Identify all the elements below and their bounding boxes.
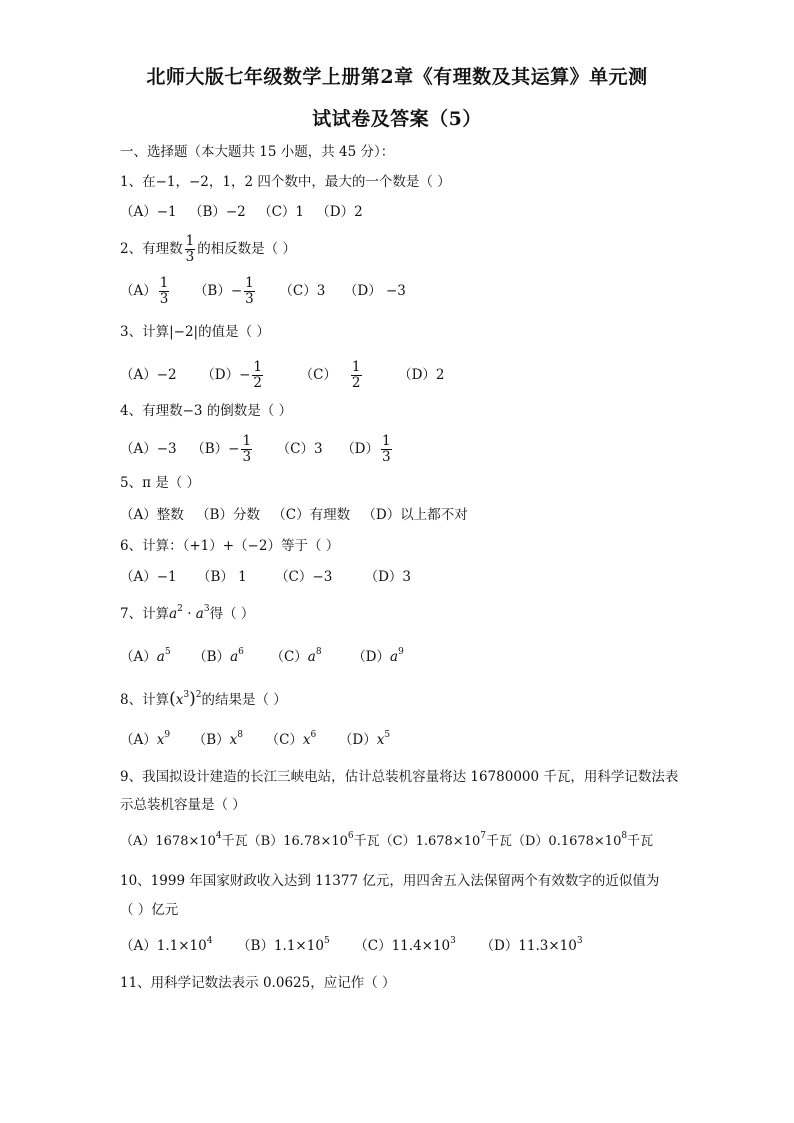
q9-b-unit: 千瓦 xyxy=(353,834,380,849)
q3-d1-num: 1 xyxy=(253,359,262,375)
question-10-stem-line-1: 10、1999 年国家财政收入达到 11377 亿元，用四舍五入法保留两个有效数字的近似值为 xyxy=(120,873,660,889)
q8-a-base: x xyxy=(156,732,165,748)
q2-option-b-fraction xyxy=(244,276,255,307)
q3-option-d1-fraction xyxy=(252,360,263,391)
q4-option-b-fraction xyxy=(241,434,252,465)
question-1-stem: 1、在−1，−2，1，2 四个数中，最大的一个数是（ ） xyxy=(120,174,451,190)
q8-a-exp: 9 xyxy=(164,730,171,740)
question-10-stem-line-2: （ ）亿元 xyxy=(120,902,179,918)
q4-option-c: （C）3 xyxy=(276,441,323,457)
q2-option-c: （C）3 xyxy=(279,283,326,299)
question-1-options xyxy=(120,202,371,222)
q2-fraction xyxy=(185,234,196,265)
q2-b-den: 3 xyxy=(245,291,254,307)
q8-option-c xyxy=(266,732,317,748)
q2-option-d: （D） −3 xyxy=(343,283,406,299)
question-2-options xyxy=(120,276,406,307)
q7-a-label: （A） xyxy=(120,649,157,665)
q7-b-exp: 6 xyxy=(238,647,244,657)
q4-option-d-fraction xyxy=(381,434,392,465)
q9-b-exp: 6 xyxy=(347,831,354,841)
q7-c-exp: 8 xyxy=(315,647,322,657)
question-5-options xyxy=(120,505,476,525)
q8-option-d xyxy=(339,732,390,748)
q10-option-c xyxy=(354,938,456,954)
q7-d-label: （D） xyxy=(352,649,391,665)
q3-c-den: 2 xyxy=(351,375,361,391)
q9-c-unit: 千瓦 xyxy=(485,834,512,849)
q8-exp-2: 2 xyxy=(195,690,202,700)
q10-d-text: （D）11.3×10 xyxy=(480,938,577,954)
q2-fraction-numerator: 1 xyxy=(185,233,195,249)
q3-d1-den: 2 xyxy=(253,375,262,391)
q4-option-d-label: （D） xyxy=(341,441,380,457)
q7-suffix: 得（ ） xyxy=(209,606,255,622)
q8-c-base: x xyxy=(302,732,311,748)
q9-d-text: （D）0.1678×10 xyxy=(512,834,622,849)
q4-b-den: 3 xyxy=(242,449,252,465)
question-2-stem xyxy=(120,234,296,265)
q10-c-text: （C）11.4×10 xyxy=(354,938,451,954)
q8-option-b xyxy=(193,732,243,748)
q2-fraction-denominator: 3 xyxy=(185,249,195,265)
q1-option-d: （D）2 xyxy=(316,204,363,220)
q1-option-a: （A）−1 xyxy=(120,204,177,220)
q9-b-text: （B）16.78×10 xyxy=(247,834,348,849)
q10-c-exp: 3 xyxy=(450,936,456,946)
q8-c-exp: 6 xyxy=(310,730,317,740)
q8-b-label: （B） xyxy=(192,732,230,748)
q9-a-exp: 4 xyxy=(215,831,222,841)
q7-base-a2: a xyxy=(195,606,204,622)
q10-a-exp: 4 xyxy=(206,936,213,946)
q2-prefix: 2、有理数 xyxy=(120,241,183,257)
q4-option-b-minus: − xyxy=(228,441,240,457)
title-line-1: 北师大版七年级数学上册第2章《有理数及其运算》单元测 xyxy=(146,66,648,88)
question-11-stem: 11、用科学记数法表示 0.0625，应记作（ ） xyxy=(120,975,396,991)
q6-option-b: （B） 1 xyxy=(196,569,247,585)
q6-option-d: （D）3 xyxy=(364,569,412,585)
q7-a-exp: 5 xyxy=(164,647,171,657)
question-8-options xyxy=(120,730,390,750)
q9-c-text: （C）1.678×10 xyxy=(379,834,481,849)
q2-option-b-label: （B） xyxy=(193,283,231,299)
q7-b-base: a xyxy=(230,649,239,665)
q4-option-a: （A）−3 xyxy=(120,441,177,457)
q7-prefix: 7、计算 xyxy=(120,606,170,622)
q7-exp-2: 2 xyxy=(177,604,183,614)
q10-b-text: （B）1.1×10 xyxy=(237,938,324,954)
q8-exp-3: 3 xyxy=(183,690,190,700)
section-heading: 一、选择题（本大题共 15 小题，共 45 分）： xyxy=(120,144,395,160)
q2-option-a-label: （A） xyxy=(120,283,157,299)
q2-option-a-fraction xyxy=(159,276,170,307)
question-8-stem xyxy=(120,689,287,710)
q10-b-exp: 5 xyxy=(323,936,330,946)
question-3-stem: 3、计算|−2|的值是（ ） xyxy=(120,324,270,340)
q4-option-b-label: （B） xyxy=(191,441,229,457)
q3-option-d1-label: （D） xyxy=(201,367,240,383)
q8-a-label: （A） xyxy=(120,732,157,748)
q8-b-exp: 8 xyxy=(237,730,243,740)
q7-d-base: a xyxy=(390,649,399,665)
q4-d-den: 3 xyxy=(382,449,391,465)
question-7-stem xyxy=(120,604,254,624)
q5-option-b: （B）分数 xyxy=(196,507,260,523)
q8-base-x: x xyxy=(175,692,184,708)
q7-option-b xyxy=(193,649,244,665)
q8-paren-open: ( xyxy=(169,689,176,709)
q8-option-a xyxy=(120,732,170,748)
q3-option-c-fraction xyxy=(351,360,362,391)
question-10-options xyxy=(120,936,583,956)
q4-b-num: 1 xyxy=(242,433,252,449)
question-6-options xyxy=(120,567,419,587)
q9-a-unit: 千瓦 xyxy=(221,834,248,849)
q10-option-b xyxy=(237,938,330,954)
q5-option-a: （A）整数 xyxy=(120,507,184,523)
q2-a-num: 1 xyxy=(159,275,169,291)
q2-suffix: 的相反数是（ ） xyxy=(197,241,296,257)
q9-option-c xyxy=(379,831,512,849)
q9-c-exp: 7 xyxy=(480,831,486,841)
q2-option-b-minus: − xyxy=(230,283,243,299)
q9-d-exp: 8 xyxy=(621,831,628,841)
q6-option-a: （A）−1 xyxy=(120,569,177,585)
question-4-options xyxy=(120,434,394,465)
question-7-options xyxy=(120,647,404,667)
q9-option-d xyxy=(512,831,654,849)
question-5-stem: 5、π 是（ ） xyxy=(120,475,201,491)
q10-option-a xyxy=(120,938,212,954)
q3-option-d2: （D）2 xyxy=(398,367,445,383)
question-9-options xyxy=(120,832,653,852)
q8-b-base: x xyxy=(229,732,238,748)
q5-option-c: （C）有理数 xyxy=(272,507,351,523)
q6-option-c: （C）−3 xyxy=(275,569,333,585)
q10-d-exp: 3 xyxy=(576,936,583,946)
q8-paren-close: ) xyxy=(189,689,196,709)
q7-a-base: a xyxy=(156,649,165,665)
q9-option-b xyxy=(247,831,380,849)
q4-d-num: 1 xyxy=(382,433,391,449)
q10-a-text: （A）1.1×10 xyxy=(120,938,207,954)
q8-d-label: （D） xyxy=(338,732,377,748)
q8-d-base: x xyxy=(376,732,385,748)
q7-option-d xyxy=(352,649,404,665)
q8-d-exp: 5 xyxy=(384,730,391,740)
q9-a-text: （A）1678×10 xyxy=(120,834,216,849)
title-line-2: 试试卷及答案（5） xyxy=(312,108,482,130)
q8-prefix: 8、计算 xyxy=(120,692,170,708)
q7-option-c xyxy=(270,649,321,665)
question-6-stem: 6、计算：（+1）+（−2）等于（ ） xyxy=(120,538,340,554)
q3-c-num: 1 xyxy=(351,359,361,375)
q5-option-d: （D）以上都不对 xyxy=(362,507,468,523)
q2-a-den: 3 xyxy=(159,291,169,307)
q7-c-base: a xyxy=(307,649,316,665)
q9-option-a xyxy=(120,831,248,849)
question-9-stem-line-1: 9、我国拟设计建造的长江三峡电站，估计总装机容量将达 16780000 千瓦，用科学记数法表 xyxy=(120,769,679,785)
q1-option-c: （C）1 xyxy=(258,204,304,220)
q3-option-a: （A）−2 xyxy=(120,367,177,383)
q8-suffix: 的结果是（ ） xyxy=(201,692,287,708)
q2-b-num: 1 xyxy=(245,275,254,291)
q3-option-c-label: （C） xyxy=(299,367,337,383)
q7-base-a1: a xyxy=(169,606,178,622)
q7-b-label: （B） xyxy=(193,649,231,665)
q8-c-label: （C） xyxy=(265,732,303,748)
question-9-stem-line-2: 示总装机容量是（ ） xyxy=(120,797,246,813)
q7-c-label: （C） xyxy=(270,649,308,665)
q1-option-b: （B）−2 xyxy=(188,204,246,220)
question-4-stem: 4、有理数−3 的倒数是（ ） xyxy=(120,403,293,419)
q7-option-a xyxy=(120,649,171,665)
q9-d-unit: 千瓦 xyxy=(627,834,654,849)
q7-exp-3: 3 xyxy=(203,604,210,614)
q7-d-exp: 9 xyxy=(398,647,404,657)
q7-dot: · xyxy=(187,606,192,622)
q10-option-d xyxy=(480,938,582,954)
question-3-options xyxy=(120,360,445,391)
q3-option-d1-minus: − xyxy=(239,367,251,383)
